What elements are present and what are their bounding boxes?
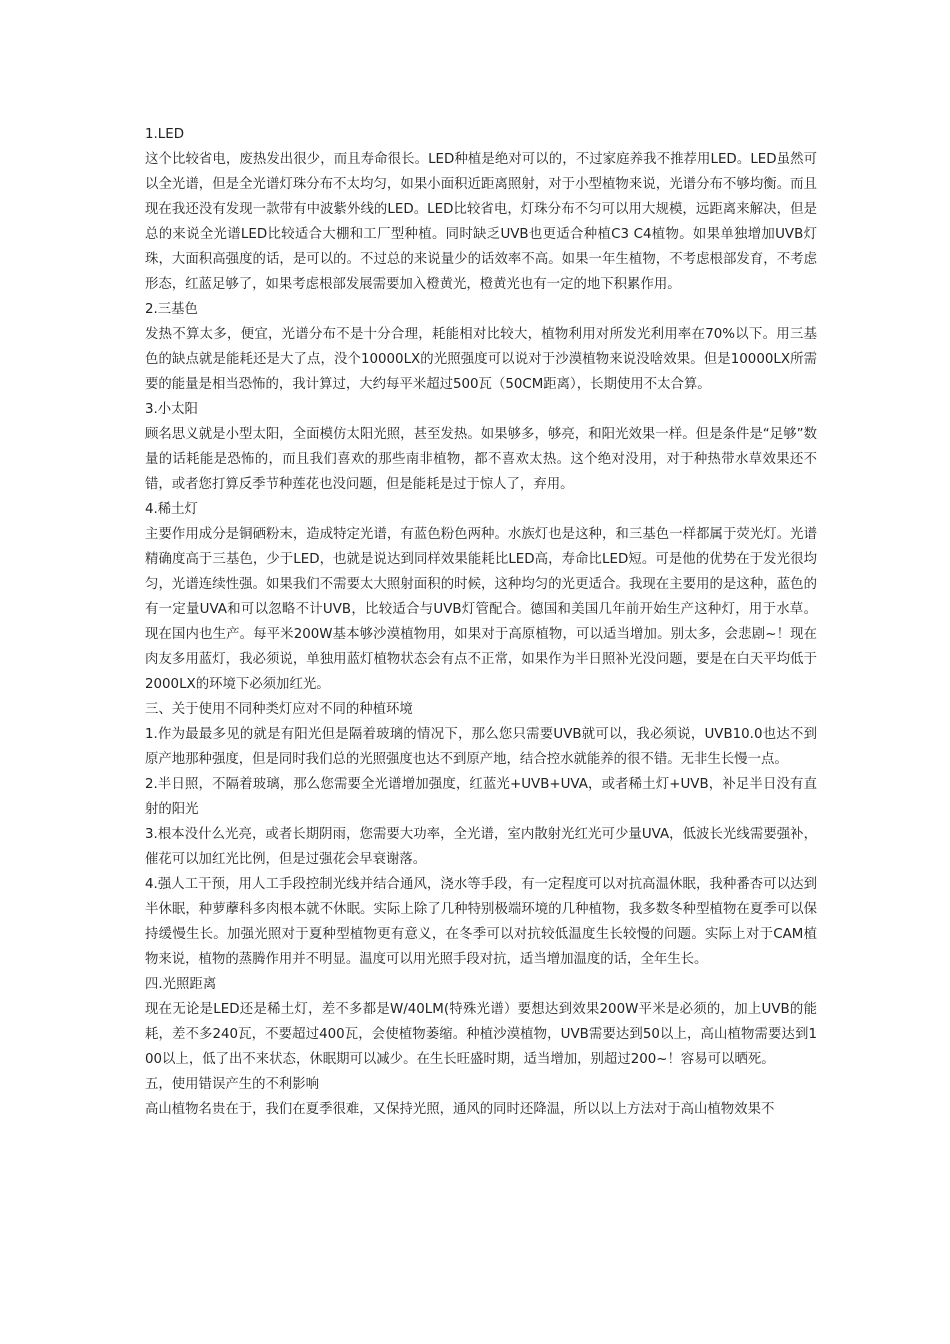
paragraph-rare-earth: 主要作用成分是铜硒粉末，造成特定光谱，有蓝色粉色两种。水族灯也是这种，和三基色一样都属于荧光灯。光谱精确度高于三基色，少于LED，也就是说达到同样效果能耗比LED高，寿命比LED短。可是他的优势在于发光很均匀，光谱连续性强。如果我们不需要太大照射面积的时候，这种均匀的光更适合。我现在主要用的是这种，蓝色的有一定量UVA和可以忽略不计UVB，比较适合与UVB灯管配合。德国和美国几年前开始生产这种灯，用于水草。现在国内也生产。每平米200W基本够沙漠植物用，如果对于高原植物，可以适当增加。别太多，会悲剧~！现在肉友多用蓝灯，我必须说，单独用蓝灯植物状态会有点不正常，如果作为半日照补光没问题，要是在白天平均低于2000LX的环境下必须加红光。 <box>145 527 817 692</box>
paragraph-environment-1: 1.作为最最多见的就是有阳光但是隔着玻璃的情况下，那么您只需要UVB就可以，我必须说，UVB10.0也达不到原产地那种强度，但是同时我们总的光照强度也达不到原产地，结合控水就能养的很不错。无非生长慢一点。 <box>145 727 817 767</box>
section-heading-adverse-effects: 五，使用错误产生的不利影响 <box>145 1077 320 1092</box>
section-heading-light-distance: 四.光照距离 <box>145 977 217 992</box>
paragraph-environment-3: 3.根本没什么光亮，或者长期阴雨，您需要大功率，全光谱，室内散射光红光可少量UVA，低波长光线需要强补，催花可以加红光比例，但是过强花会早衰谢落。 <box>145 827 817 867</box>
section-heading-environments: 三、关于使用不同种类灯应对不同的种植环境 <box>145 702 413 717</box>
paragraph-light-distance: 现在无论是LED还是稀土灯，差不多都是W/40LM(特殊光谱）要想达到效果200W平米是必须的，加上UVB的能耗，差不多240瓦，不要超过400瓦，会使植物萎缩。种植沙漠植物，UVB需要达到50以上，高山植物需要达到100以上，低了出不来状态，休眠期可以减少。在生长旺盛时期，适当增加，别超过200~！容易可以晒死。 <box>145 1002 817 1067</box>
document-body <box>145 122 817 1122</box>
paragraph-tricolor: 发热不算太多，便宜，光谱分布不是十分合理，耗能相对比较大，植物利用对所发光利用率在70%以下。用三基色的缺点就是能耗还是大了点，没个10000LX的光照强度可以说对于沙漠植物来说没啥效果。但是10000LX所需要的能量是相当恐怖的，我计算过，大约每平米超过500瓦（50CM距离），长期使用不太合算。 <box>145 327 817 392</box>
section-heading-led: 1.LED <box>145 127 185 142</box>
section-heading-tricolor: 2.三基色 <box>145 302 198 317</box>
paragraph-environment-2: 2.半日照，不隔着玻璃，那么您需要全光谱增加强度，红蓝光+UVB+UVA，或者稀土灯+UVB，补足半日没有直射的阳光 <box>145 777 817 817</box>
section-heading-rare-earth: 4.稀土灯 <box>145 502 198 517</box>
paragraph-led: 这个比较省电，废热发出很少，而且寿命很长。LED种植是绝对可以的，不过家庭养我不推荐用LED。LED虽然可以全光谱，但是全光谱灯珠分布不太均匀，如果小面积近距离照射，对于小型植物来说，光谱分布不够均衡。而且现在我还没有发现一款带有中波紫外线的LED。LED比较省电，灯珠分布不匀可以用大规模，远距离来解决，但是总的来说全光谱LED比较适合大棚和工厂型种植。同时缺乏UVB也更适合种植C3 C4植物。如果单独增加UVB灯珠，大面积高强度的话，是可以的。不过总的来说量少的话效率不高。如果一年生植物，不考虑根部发育，不考虑形态，红蓝足够了，如果考虑根部发展需要加入橙黄光，橙黄光也有一定的地下积累作用。 <box>145 152 817 292</box>
paragraph-environment-4: 4.强人工干预，用人工手段控制光线并结合通风，浇水等手段，有一定程度可以对抗高温休眠，我种番杏可以达到半休眠，种萝藦科多肉根本就不休眠。实际上除了几种特别极端环境的几种植物，我多数冬种型植物在夏季可以保持缓慢生长。加强光照对于夏种型植物更有意义，在冬季可以对抗较低温度生长较慢的问题。实际上对于CAM植物来说，植物的蒸腾作用并不明显。温度可以用光照手段对抗，适当增加温度的话，全年生长。 <box>145 877 817 967</box>
paragraph-adverse-effects: 高山植物名贵在于，我们在夏季很难，又保持光照，通风的同时还降温，所以以上方法对于高山植物效果不 <box>145 1102 775 1117</box>
section-heading-small-sun: 3.小太阳 <box>145 402 198 417</box>
paragraph-small-sun: 顾名思义就是小型太阳，全面模仿太阳光照，甚至发热。如果够多，够亮，和阳光效果一样。但是条件是“足够”数量的话耗能是恐怖的，而且我们喜欢的那些南非植物，都不喜欢太热。这个绝对没用，对于种热带水草效果还不错，或者您打算反季节种莲花也没问题，但是能耗是过于惊人了，弃用。 <box>145 427 817 492</box>
